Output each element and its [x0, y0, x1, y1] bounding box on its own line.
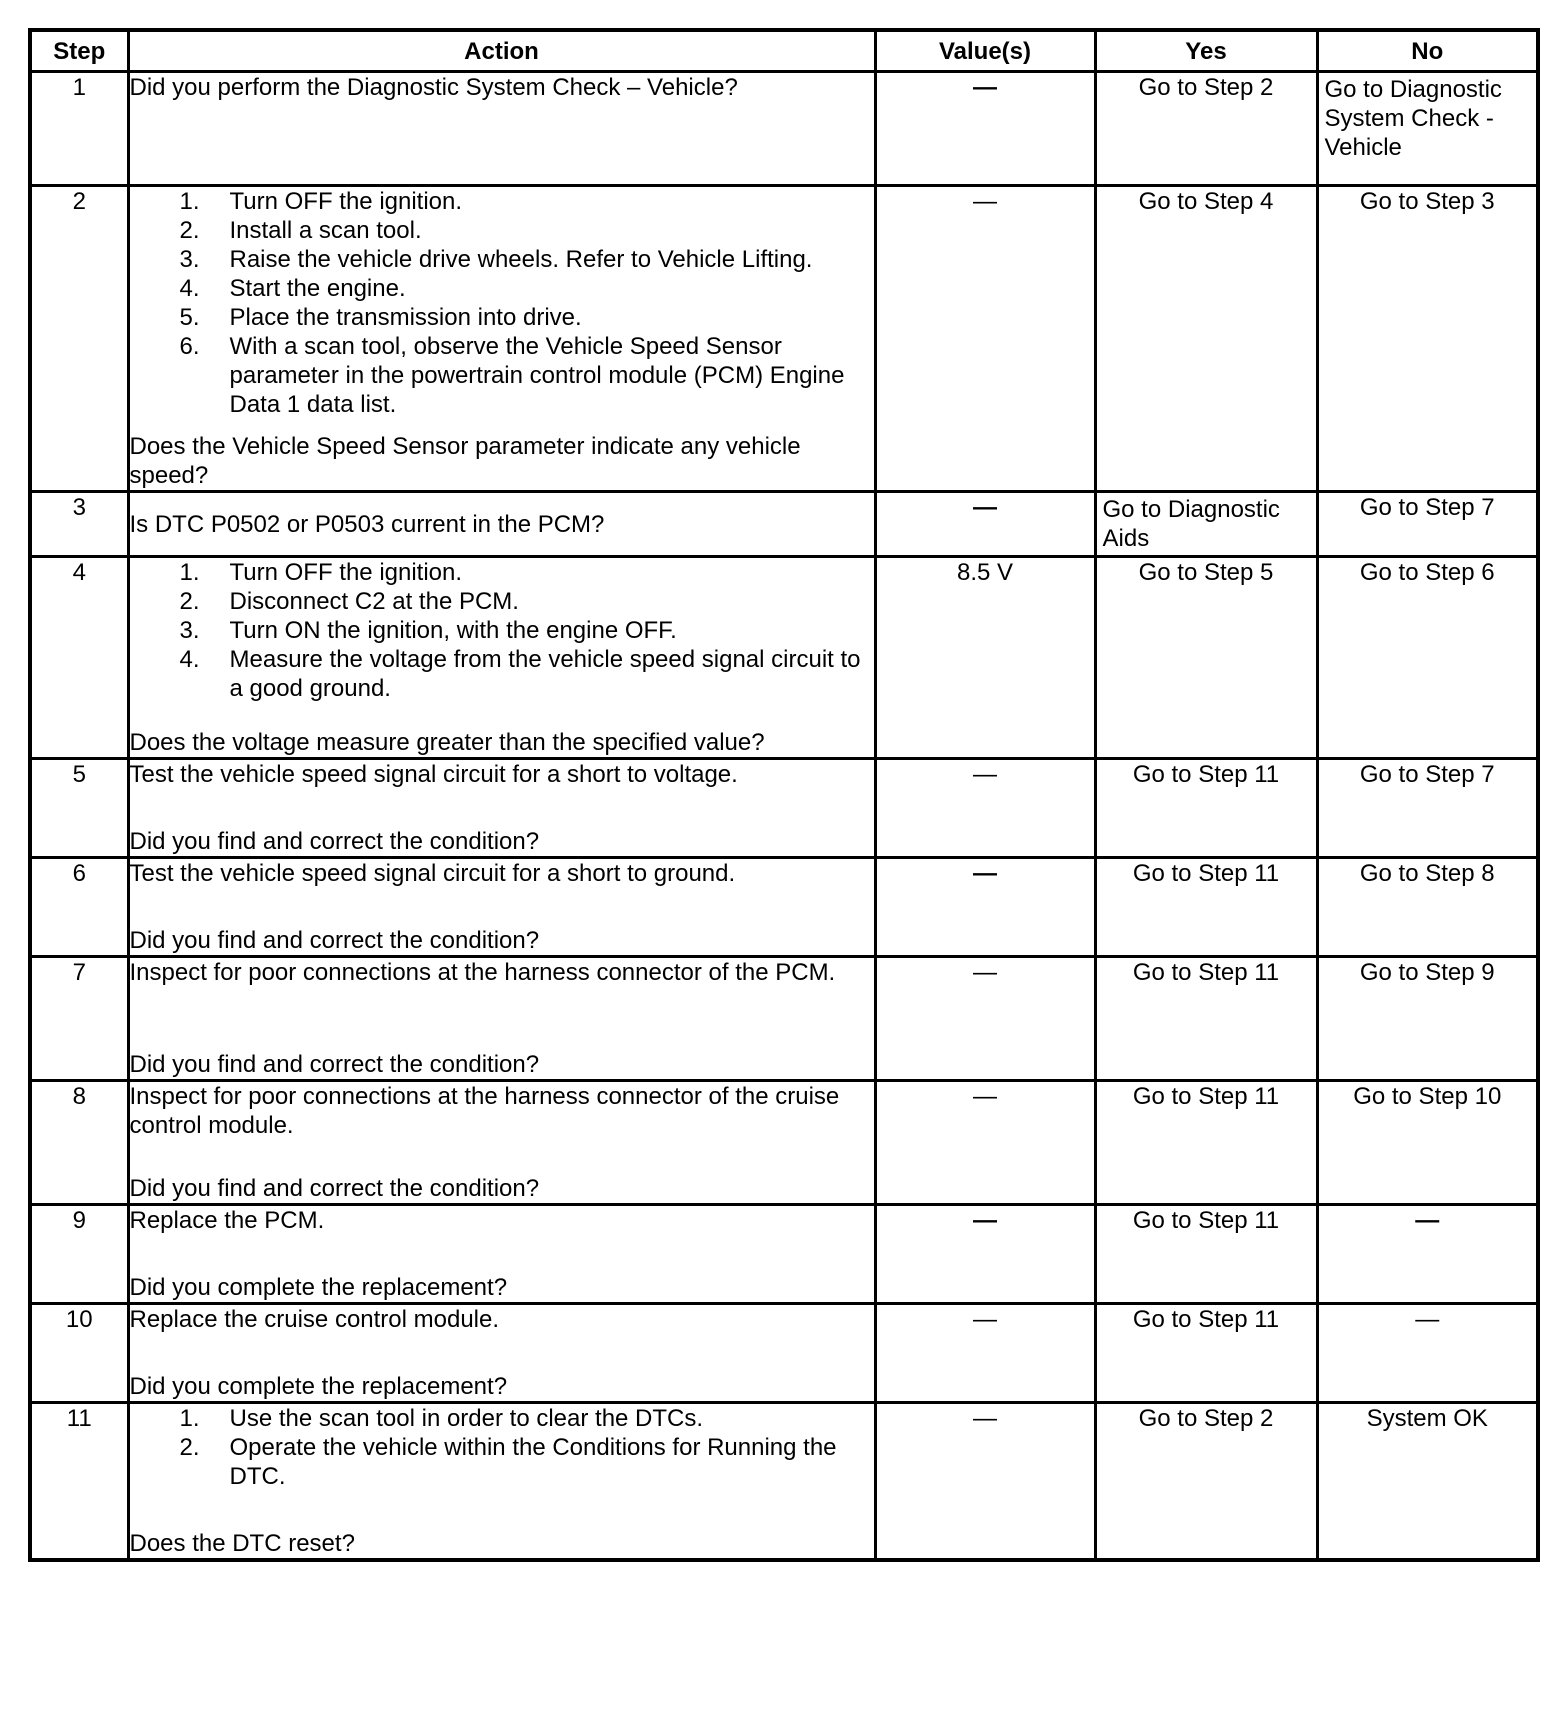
- table-row: [30, 858, 1538, 957]
- list-item: 4. Start the engine.: [179, 275, 406, 302]
- action-cell: [128, 186, 875, 492]
- value-cell: —: [875, 1081, 1095, 1205]
- action-question: Did you find and correct the condition?: [129, 1175, 540, 1202]
- action-instruction: Replace the cruise control module.: [129, 1306, 500, 1333]
- no-cell: System OK: [1317, 1403, 1538, 1560]
- yes-cell: Go to Step 11: [1095, 759, 1317, 858]
- header-action: Action: [128, 30, 875, 72]
- step-number: 3: [30, 492, 128, 557]
- yes-cell: Go to Step 11: [1095, 1304, 1317, 1403]
- diagnostic-table: [28, 28, 1540, 1562]
- list-item: 1. Turn OFF the ignition.: [179, 188, 463, 215]
- action-steps: [130, 558, 874, 703]
- action-cell: [128, 1403, 875, 1560]
- value-cell: —: [875, 1205, 1095, 1304]
- step-number: 8: [30, 1081, 128, 1205]
- step-number: 7: [30, 957, 128, 1081]
- table-row: [30, 72, 1538, 186]
- header-no: No: [1317, 30, 1538, 72]
- step-number: 10: [30, 1304, 128, 1403]
- action-cell: [128, 858, 875, 957]
- list-item: 1. Use the scan tool in order to clear the DTCs.: [179, 1405, 704, 1432]
- action-question: Did you perform the Diagnostic System Check – Vehicle?: [129, 74, 738, 101]
- table-row: [30, 186, 1538, 492]
- list-item: 2. Operate the vehicle within the Conditions for Running the DTC.: [179, 1434, 837, 1490]
- no-cell: Go to Step 8: [1317, 858, 1538, 957]
- list-item: 4. Measure the voltage from the vehicle speed signal circuit to a good ground.: [179, 646, 861, 702]
- value-cell: —: [875, 72, 1095, 186]
- step-number: 11: [30, 1403, 128, 1560]
- action-cell: [128, 1304, 875, 1403]
- yes-cell: Go to Step 4: [1095, 186, 1317, 492]
- no-cell: Go to Step 7: [1317, 759, 1538, 858]
- value-cell: —: [875, 1304, 1095, 1403]
- table-row: [30, 1304, 1538, 1403]
- table-row: [30, 557, 1538, 759]
- step-number: 5: [30, 759, 128, 858]
- no-cell: —: [1317, 1205, 1538, 1304]
- yes-cell: Go to Step 11: [1095, 858, 1317, 957]
- action-cell: [128, 1081, 875, 1205]
- table-row: [30, 1205, 1538, 1304]
- table-row: [30, 759, 1538, 858]
- value-cell: 8.5 V: [875, 557, 1095, 759]
- list-item: 6. With a scan tool, observe the Vehicle Speed Sensor parameter in the powertrain control module (PCM) Engine Data 1 data list.: [179, 333, 845, 418]
- yes-cell: Go to Step 11: [1095, 957, 1317, 1081]
- header-step: Step: [30, 30, 128, 72]
- value-cell: —: [875, 759, 1095, 858]
- table-row: [30, 1081, 1538, 1205]
- table-row: [30, 1403, 1538, 1560]
- value-cell: —: [875, 1403, 1095, 1560]
- action-instruction: Inspect for poor connections at the harness connector of the cruise control module.: [129, 1083, 840, 1139]
- table-row: [30, 492, 1538, 557]
- no-cell: Go to Diagnostic System Check - Vehicle: [1317, 72, 1538, 186]
- list-item: 1. Turn OFF the ignition.: [179, 559, 463, 586]
- no-cell: Go to Step 6: [1317, 557, 1538, 759]
- no-cell: —: [1317, 1304, 1538, 1403]
- action-question: Is DTC P0502 or P0503 current in the PCM?: [129, 510, 605, 538]
- value-cell: —: [875, 186, 1095, 492]
- list-item: 3. Raise the vehicle drive wheels. Refer to Vehicle Lifting.: [179, 246, 813, 273]
- action-question: Did you find and correct the condition?: [129, 1051, 540, 1078]
- list-item: 5. Place the transmission into drive.: [179, 304, 582, 331]
- step-number: 1: [30, 72, 128, 186]
- action-instruction: Inspect for poor connections at the harness connector of the PCM.: [129, 959, 836, 986]
- action-instruction: Test the vehicle speed signal circuit for a short to voltage.: [129, 761, 738, 788]
- action-instruction: Test the vehicle speed signal circuit for a short to ground.: [129, 860, 736, 887]
- action-question: Did you complete the replacement?: [129, 1373, 508, 1400]
- action-question: Does the voltage measure greater than the specified value?: [129, 729, 765, 756]
- no-cell: Go to Step 7: [1317, 492, 1538, 557]
- no-cell: Go to Step 10: [1317, 1081, 1538, 1205]
- action-question: Does the DTC reset?: [129, 1529, 355, 1557]
- yes-cell: Go to Step 2: [1095, 72, 1317, 186]
- action-steps: [130, 187, 874, 419]
- yes-cell: Go to Step 2: [1095, 1403, 1317, 1560]
- step-number: 4: [30, 557, 128, 759]
- header-values: Value(s): [875, 30, 1095, 72]
- action-cell: [128, 957, 875, 1081]
- table-row: [30, 957, 1538, 1081]
- header-yes: Yes: [1095, 30, 1317, 72]
- action-question: Did you find and correct the condition?: [129, 927, 540, 954]
- value-cell: —: [875, 858, 1095, 957]
- header-row: [30, 30, 1538, 72]
- yes-cell: Go to Diagnostic Aids: [1095, 492, 1317, 557]
- list-item: 2. Install a scan tool.: [179, 217, 422, 244]
- step-number: 9: [30, 1205, 128, 1304]
- action-cell: [128, 557, 875, 759]
- action-question: Did you find and correct the condition?: [129, 828, 540, 855]
- no-cell: Go to Step 9: [1317, 957, 1538, 1081]
- step-number: 2: [30, 186, 128, 492]
- yes-cell: Go to Step 5: [1095, 557, 1317, 759]
- action-cell: [128, 1205, 875, 1304]
- action-steps: [130, 1404, 874, 1491]
- action-question: Did you complete the replacement?: [129, 1274, 508, 1301]
- action-question: Does the Vehicle Speed Sensor parameter indicate any vehicle speed?: [129, 433, 801, 489]
- action-instruction: Replace the PCM.: [129, 1207, 325, 1234]
- yes-cell: Go to Step 11: [1095, 1205, 1317, 1304]
- step-number: 6: [30, 858, 128, 957]
- action-cell: [128, 759, 875, 858]
- action-cell: [128, 72, 875, 186]
- action-cell: [128, 492, 875, 557]
- no-cell: Go to Step 3: [1317, 186, 1538, 492]
- value-cell: —: [875, 492, 1095, 557]
- list-item: 3. Turn ON the ignition, with the engine OFF.: [179, 617, 677, 644]
- list-item: 2. Disconnect C2 at the PCM.: [179, 588, 519, 615]
- yes-cell: Go to Step 11: [1095, 1081, 1317, 1205]
- value-cell: —: [875, 957, 1095, 1081]
